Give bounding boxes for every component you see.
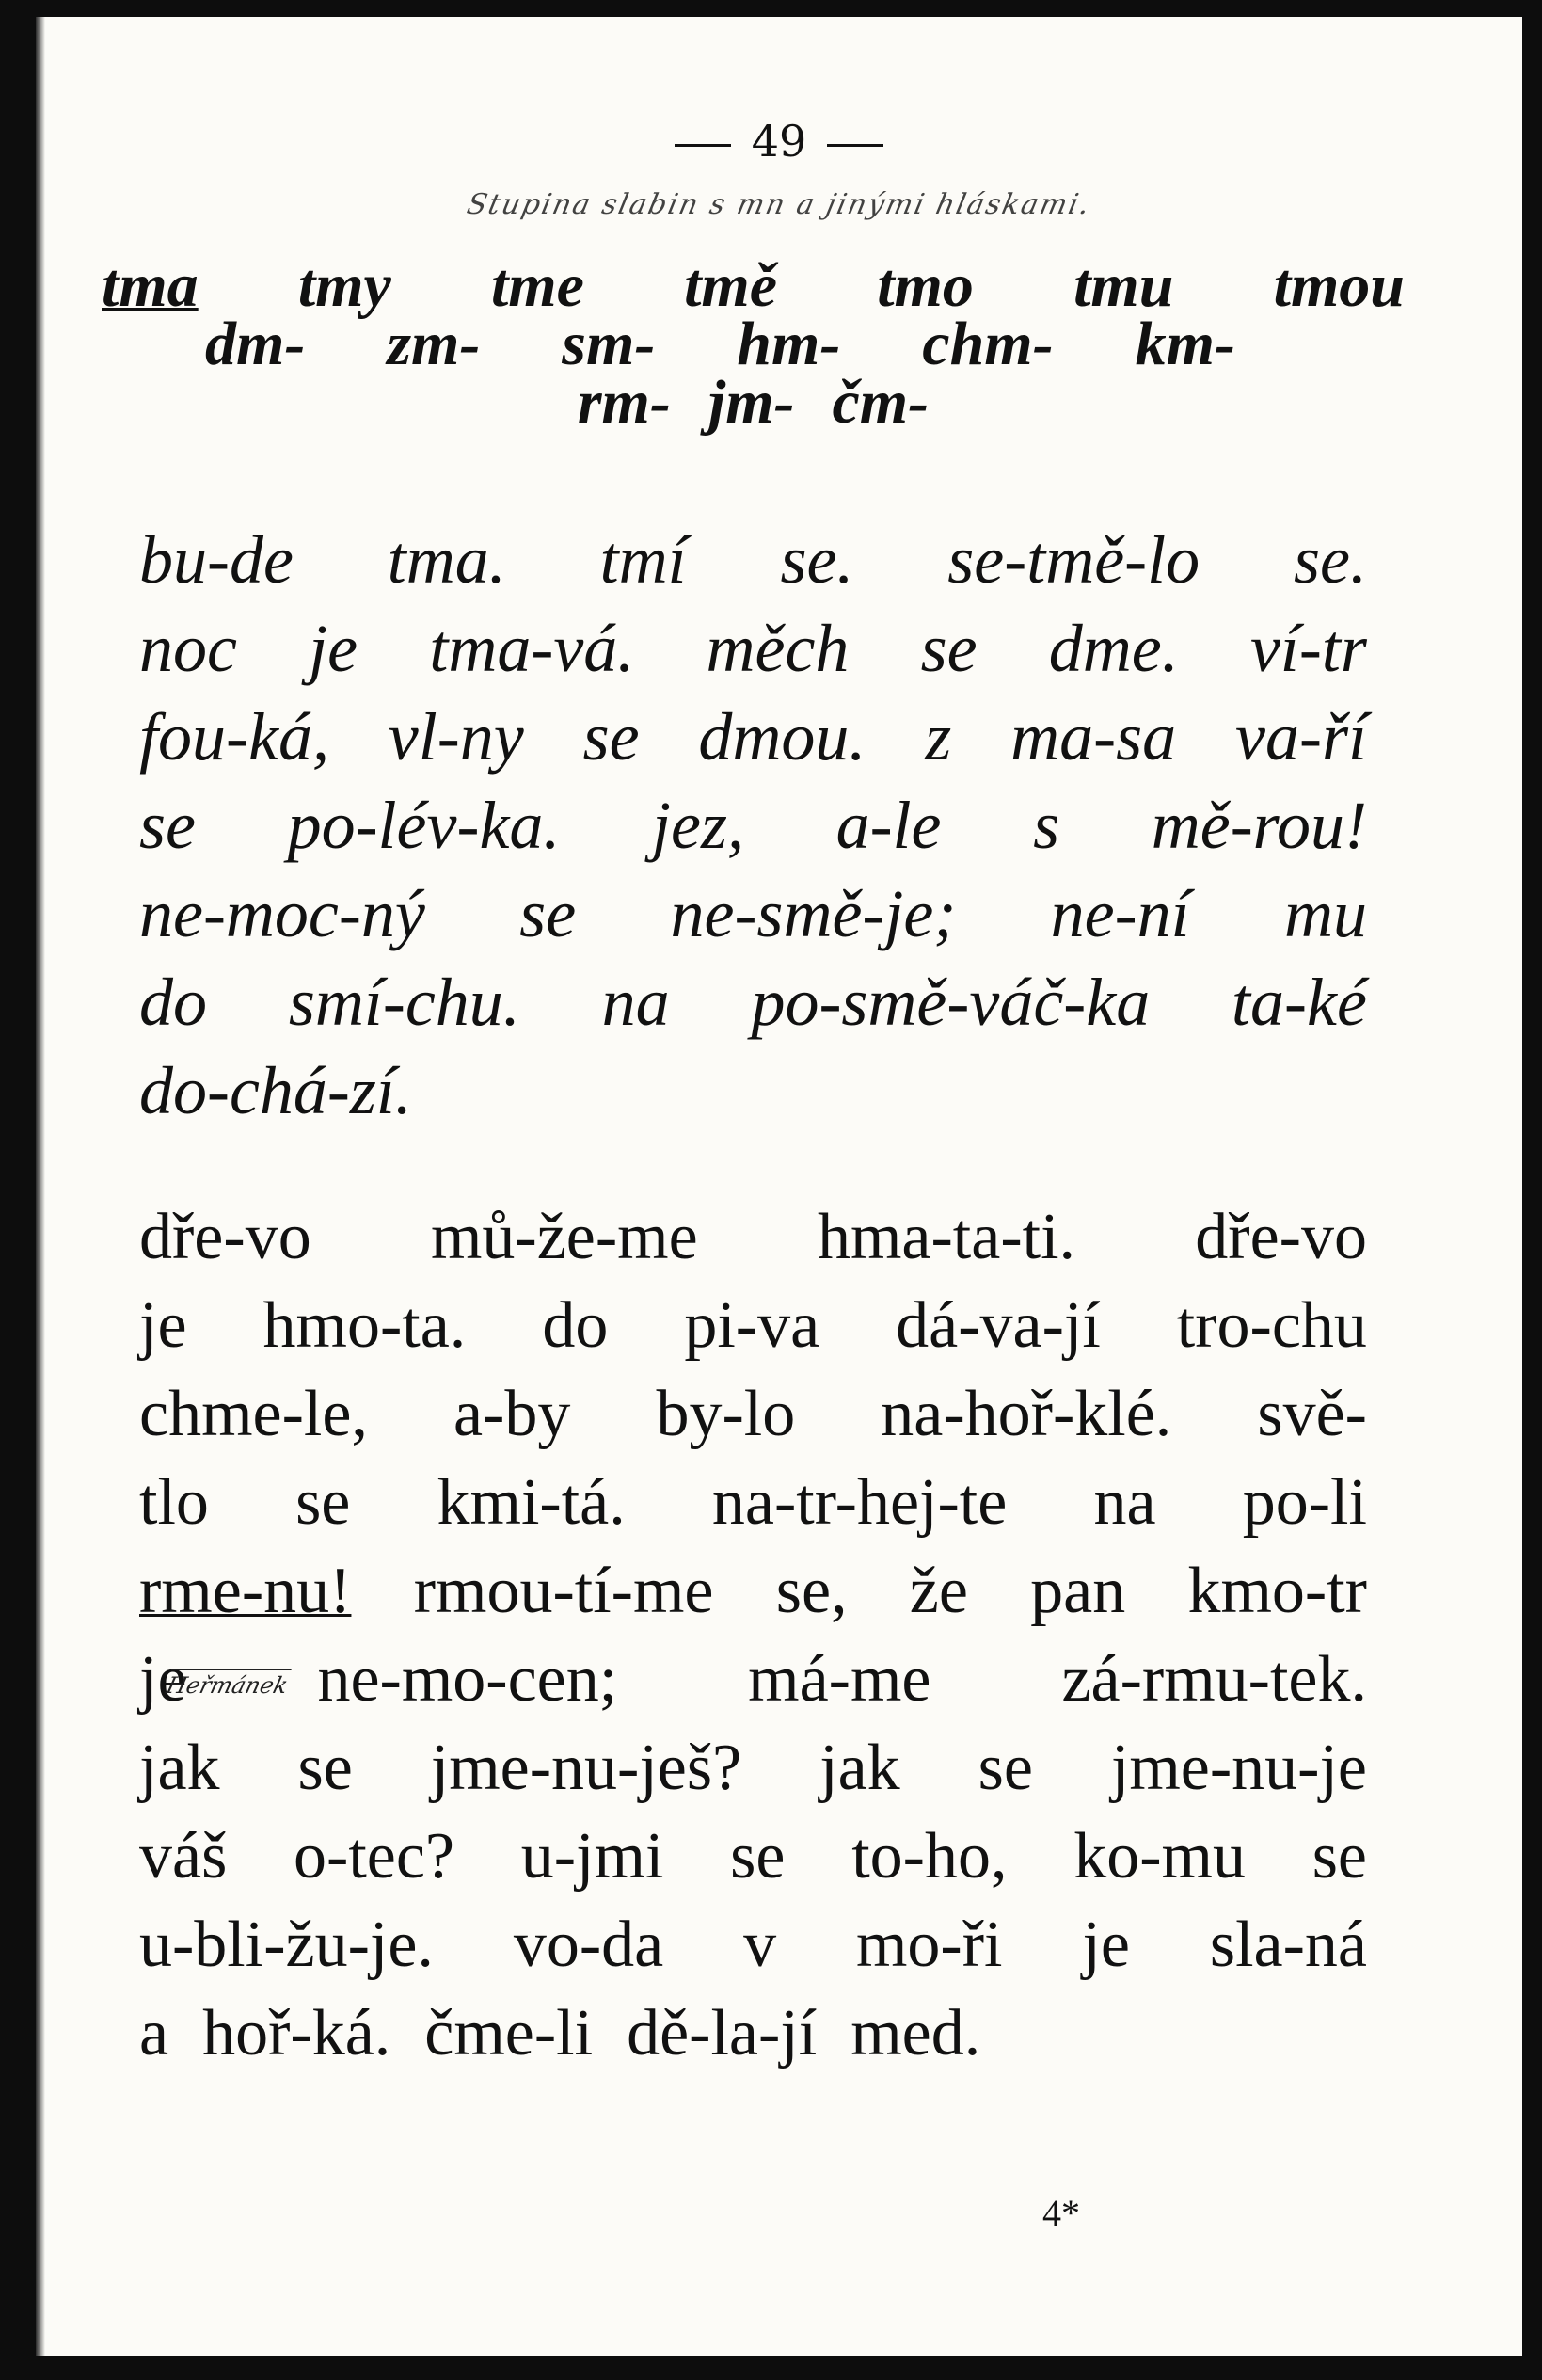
word: se, [775,1555,848,1627]
word: se [730,1820,786,1893]
syllable: sm- [562,310,656,378]
word: hmo-ta. [262,1289,467,1362]
word: hoř-ká. [202,1997,391,2069]
word: jme-nu-ješ? [430,1732,742,1804]
word: jak [139,1732,220,1804]
text-line [139,1282,1367,1370]
word: se. [1293,522,1367,598]
syllable: rm- [577,368,671,437]
syllable-table [102,251,1405,437]
book-page [36,17,1522,2356]
text-line [139,870,1367,958]
word: dmou. [698,699,866,775]
word: chme-le, [139,1378,368,1450]
syllable: tme [490,251,584,320]
word: sla-ná [1209,1909,1367,1981]
word: ta-ké [1232,965,1367,1040]
word: svě- [1257,1378,1367,1450]
word: zá-rmu-tek. [1061,1643,1367,1716]
word: z [925,699,952,775]
word: na [1093,1466,1156,1539]
word: vl-ny [388,699,524,775]
word: se [582,699,640,775]
word: má-me [748,1643,931,1716]
word: med. [850,1997,981,2069]
syllable: chm- [922,310,1054,378]
word: dá-va-jí [896,1289,1101,1362]
word: bu-de [139,522,294,598]
word: ne-smě-je; [670,876,957,951]
word: je [1082,1909,1130,1981]
word: na-hoř-klé. [881,1378,1172,1450]
word: tma-vá. [429,611,635,686]
syllable: zm- [387,310,481,378]
word: kmi-tá. [437,1466,626,1539]
text-line [139,516,1367,604]
text-line [139,1636,1367,1724]
word: ne-mo-cen; [317,1643,618,1716]
syllable: hm- [737,310,841,378]
word: pi-va [684,1289,820,1362]
word: je [139,1289,187,1362]
word: tlo [139,1466,209,1539]
word: se [978,1732,1033,1804]
word: na-tr-hej-te [711,1466,1008,1539]
handwritten-heading: Stupina slabin s mn a jinými hláskami. [464,188,1094,221]
word: se [920,611,978,686]
word: mů-že-me [430,1201,698,1273]
word: jme-nu-je [1110,1732,1367,1804]
word: se [139,788,196,863]
signature-mark: 4* [1042,2192,1080,2234]
word: rmou-tí-me [413,1555,714,1627]
word: se [519,876,577,951]
word: je [309,611,358,686]
text-line [139,958,1367,1046]
word: a-by [453,1378,571,1450]
word: se [1311,1820,1367,1893]
syllable: tmou [1273,251,1405,320]
text-line [139,1370,1367,1459]
word: va-ří [1235,699,1367,775]
word: smí-chu. [288,965,520,1040]
text-line [139,1459,1367,1547]
text-line [139,781,1367,870]
word: ma-sa [1010,699,1177,775]
text-line [139,1193,1367,1282]
syllable-row-3 [102,368,1405,437]
syllable: tma [102,251,199,320]
word: to-ho, [851,1820,1008,1893]
roman-reading-paragraph [139,1193,1367,2078]
word: o-tec? [294,1820,455,1893]
word: rme-nu! [139,1555,352,1627]
word: fou-ká, [139,699,329,775]
page-spine-shadow [36,17,45,2356]
text-line [139,1046,1367,1135]
word: čme-li [424,1997,594,2069]
word: dře-vo [139,1201,311,1273]
syllable: dm- [205,310,306,378]
word: mu [1283,876,1367,951]
word: u-jmi [520,1820,664,1893]
handwritten-margin-note: Heřmánek [164,1669,292,1699]
word: tma. [387,522,506,598]
word: na [601,965,670,1040]
word: ví-tr [1249,611,1367,686]
text-line [139,1989,1367,2078]
word: a [139,1997,169,2069]
page-number [36,116,1522,167]
word: do [542,1289,609,1362]
syllable: jm- [707,368,795,437]
word: do-chá-zí. [139,1053,412,1128]
word: by-lo [656,1378,796,1450]
word: dře-vo [1195,1201,1367,1273]
word: u-bli-žu-je. [139,1909,434,1981]
word: se [297,1732,353,1804]
word: mo-ři [855,1909,1003,1981]
word: s [1033,788,1060,863]
word: měch [706,611,850,686]
syllable-row-1 [102,251,1405,320]
syllable: km- [1135,310,1235,378]
word: je [139,1643,187,1716]
word: po-li [1242,1466,1367,1539]
word: se [295,1466,351,1539]
word: do [139,965,207,1040]
word: dě-la-jí [627,1997,818,2069]
text-line [139,604,1367,693]
text-line [139,1724,1367,1813]
word: váš [139,1820,228,1893]
text-line [139,1813,1367,1901]
syllable: čm- [832,368,930,437]
dash-right [827,144,883,147]
syllable: tmu [1073,251,1174,320]
word: ne-moc-ný [139,876,425,951]
syllable: tmo [877,251,974,320]
text-line [139,1901,1367,1989]
word: po-lév-ka. [287,788,561,863]
word: dme. [1048,611,1179,686]
word: ko-mu [1073,1820,1246,1893]
word: jez, [652,788,744,863]
text-line [139,1547,1367,1636]
word: noc [139,611,237,686]
syllable-row-2 [102,310,1405,378]
word: v [743,1909,777,1981]
word: po-smě-váč-ka [751,965,1151,1040]
page-number-value: 49 [751,116,807,167]
word: se-tmě-lo [947,522,1200,598]
word: a-le [835,788,942,863]
word: vo-da [513,1909,664,1981]
word: se. [780,522,854,598]
italic-reading-paragraph [139,516,1367,1135]
word: kmo-tr [1187,1555,1367,1627]
dash-left [675,144,731,147]
word: tro-chu [1176,1289,1367,1362]
syllable: tmě [684,251,778,320]
word: mě-rou! [1151,788,1367,863]
syllable: tmy [297,251,391,320]
word: ne-ní [1050,876,1190,951]
word: tmí [599,522,687,598]
word: hma-ta-ti. [817,1201,1076,1273]
text-line [139,693,1367,781]
word: pan [1030,1555,1126,1627]
word: jak [819,1732,900,1804]
word: že [909,1555,968,1627]
